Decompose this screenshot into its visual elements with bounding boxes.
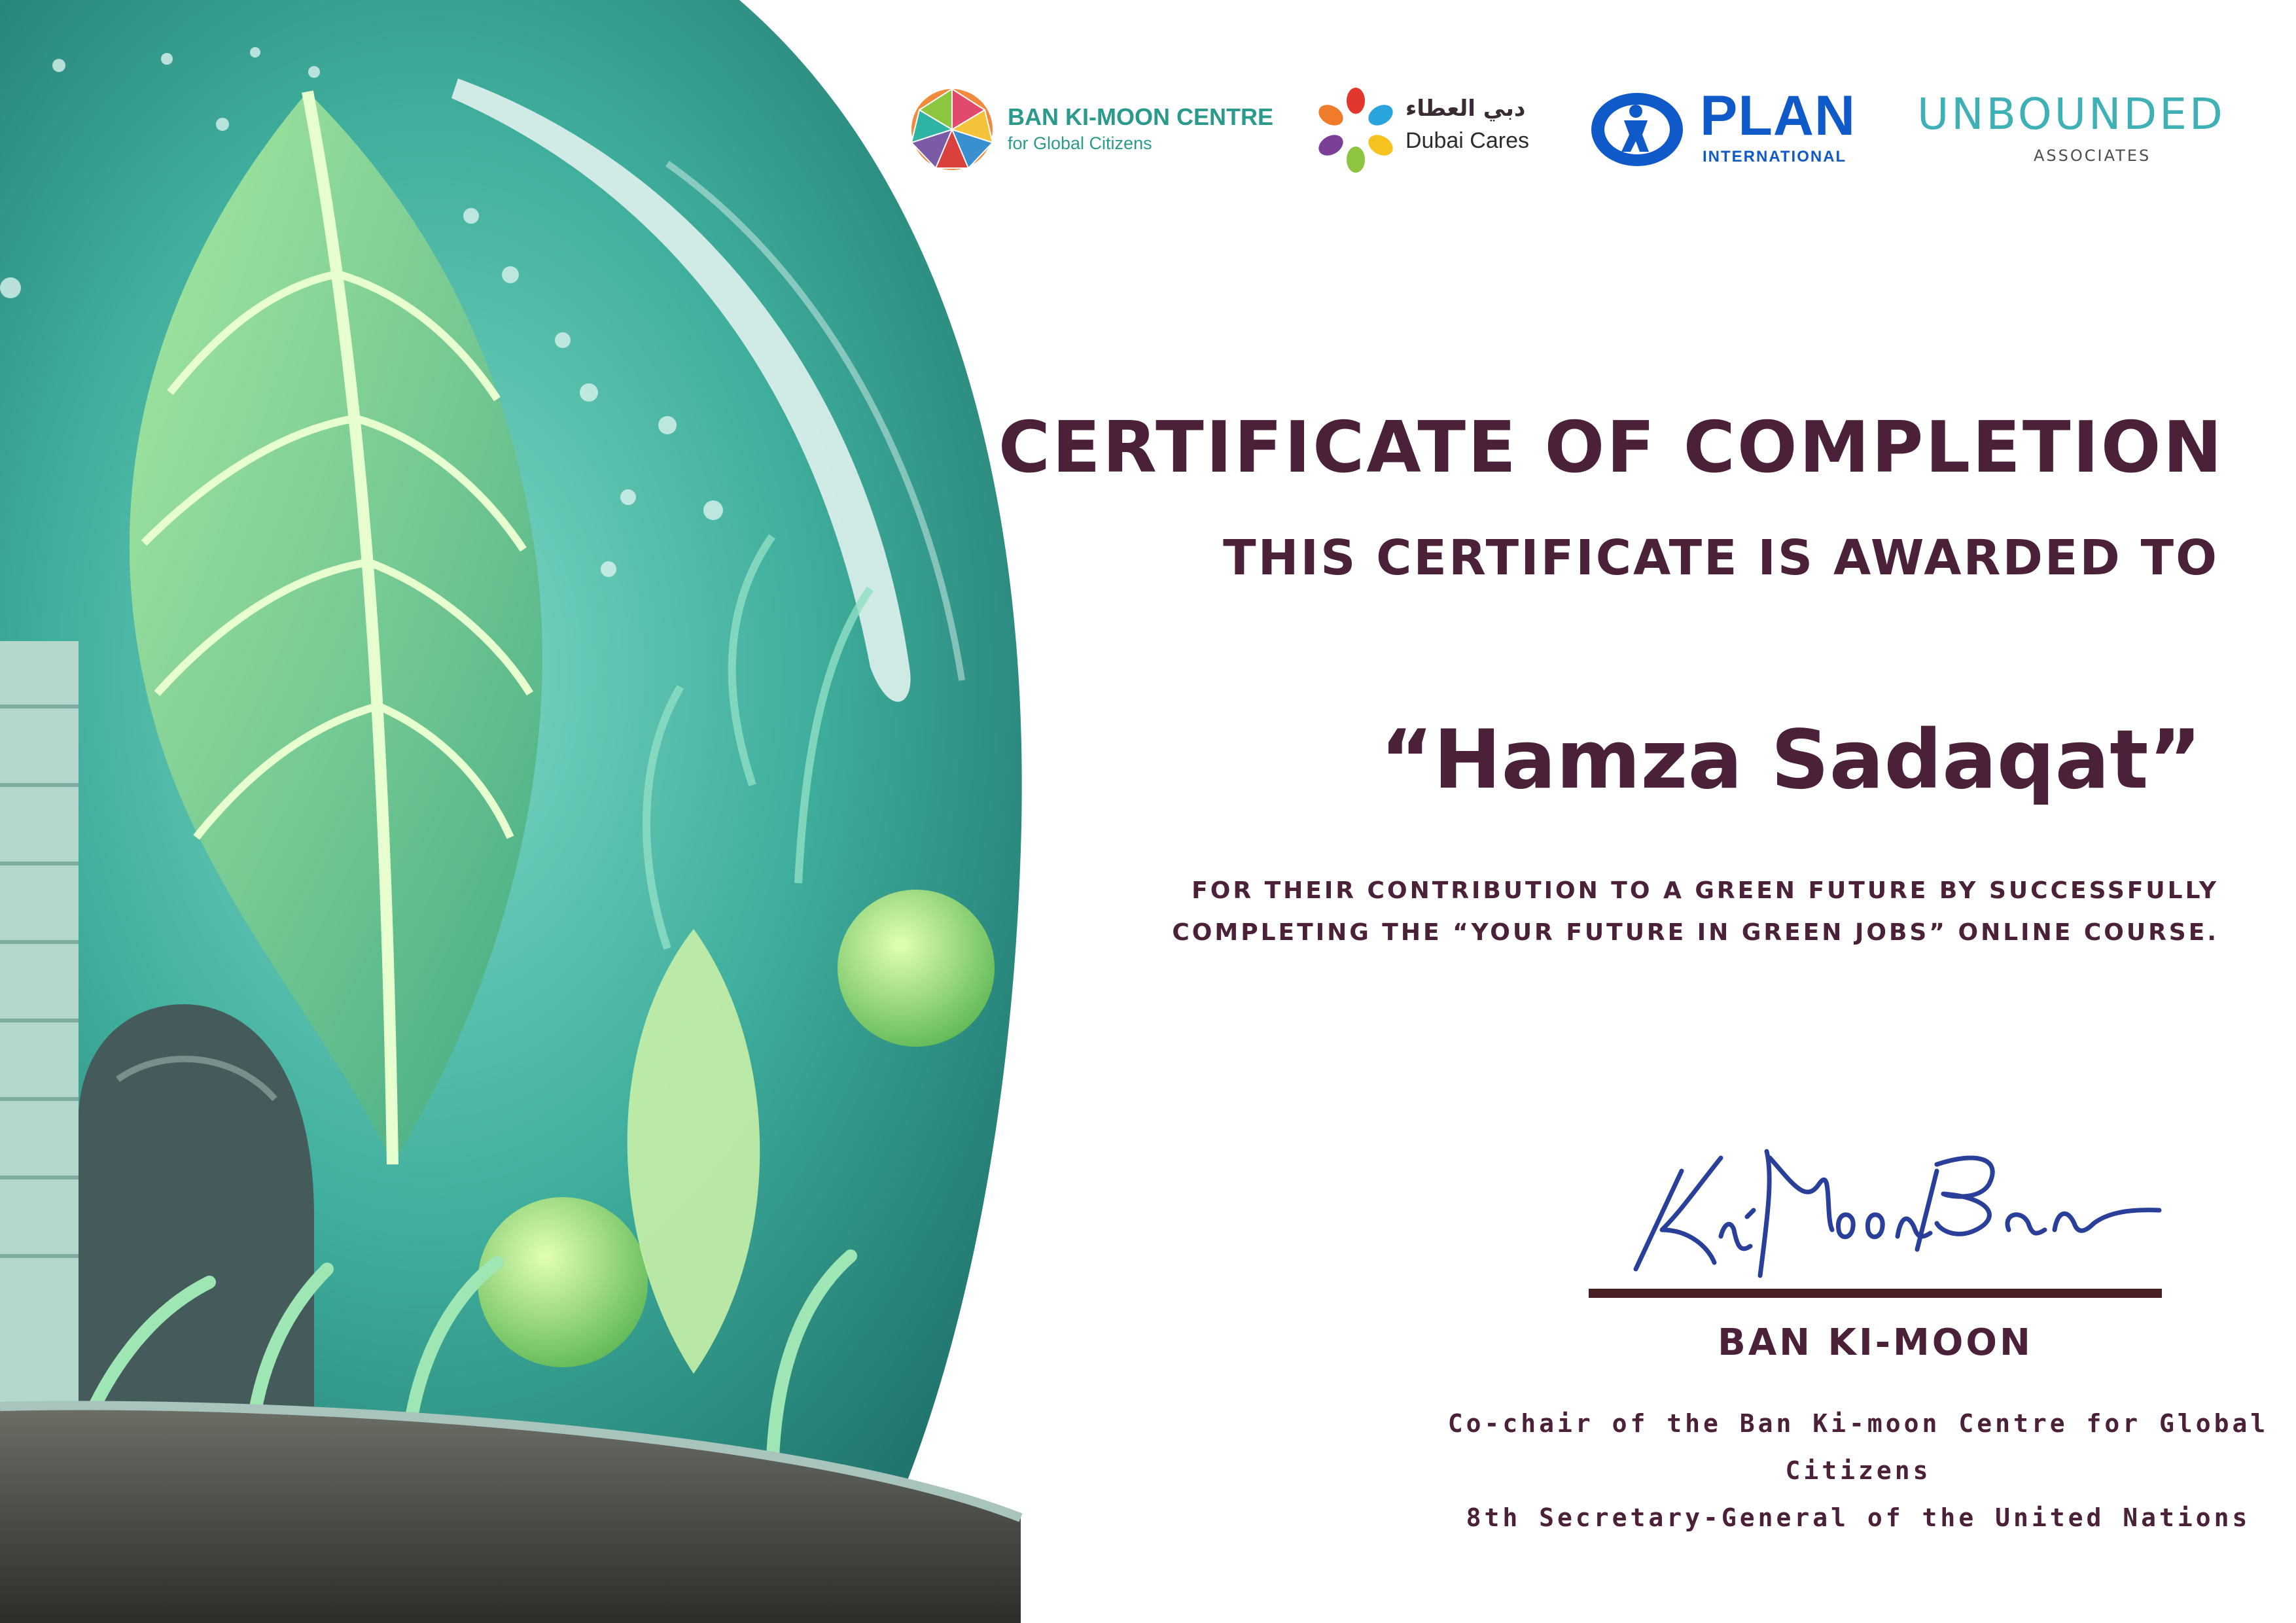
signature-line xyxy=(1589,1289,2162,1298)
signatory-role-line-2: Citizens xyxy=(1785,1456,1932,1485)
signatory-role-line-3: 8th Secretary-General of the United Nations xyxy=(1466,1503,2251,1532)
recipient-name: “Hamza Sadaqat” xyxy=(1380,713,2202,807)
plan-figure-icon xyxy=(1590,89,1688,174)
ban-ki-moon-centre-name: BAN KI-MOON CENTRE xyxy=(1008,103,1273,130)
signature-image xyxy=(1610,1132,2166,1289)
signatory-role-line-1: Co-chair of the Ban Ki-moon Centre for Global xyxy=(1447,1409,2269,1438)
hands-circle-icon xyxy=(1315,88,1396,173)
plan-subtitle: INTERNATIONAL xyxy=(1703,148,1847,166)
partner-logos xyxy=(910,79,2244,209)
dubai-cares-arabic-name: دبي العطاء xyxy=(1405,96,1526,122)
dubai-cares-english-name: Dubai Cares xyxy=(1405,128,1529,153)
signatory-name: BAN KI-MOON xyxy=(1718,1321,2033,1364)
certificate-subtitle: THIS CERTIFICATE IS AWARDED TO xyxy=(1223,530,2219,586)
dubai-cares-logo xyxy=(1315,79,1531,209)
plan-wordmark: PLAN xyxy=(1700,84,1856,147)
ban-ki-moon-centre-tagline: for Global Citizens xyxy=(1008,133,1152,153)
unbounded-wordmark: UNBOUNDED xyxy=(1917,89,2225,139)
ban-ki-moon-centre-logo xyxy=(910,79,1273,209)
plan-international-logo xyxy=(1590,79,1865,209)
unbounded-subtitle: ASSOCIATES xyxy=(2034,147,2151,165)
description-line-2: COMPLETING THE “YOUR FUTURE IN GREEN JOBS” ONLINE COURSE. xyxy=(1172,919,2219,946)
signatory-titles xyxy=(1439,1400,2277,1541)
geodesic-globe-icon xyxy=(910,87,995,172)
decorative-plant-illustration xyxy=(0,0,1060,1623)
description-line-1: FOR THEIR CONTRIBUTION TO A GREEN FUTURE BY SUCCESSFULLY xyxy=(1192,877,2219,904)
unbounded-associates-logo xyxy=(1917,79,2244,209)
certificate-description xyxy=(1172,870,2219,954)
certificate-title: CERTIFICATE OF COMPLETION xyxy=(998,407,2224,489)
